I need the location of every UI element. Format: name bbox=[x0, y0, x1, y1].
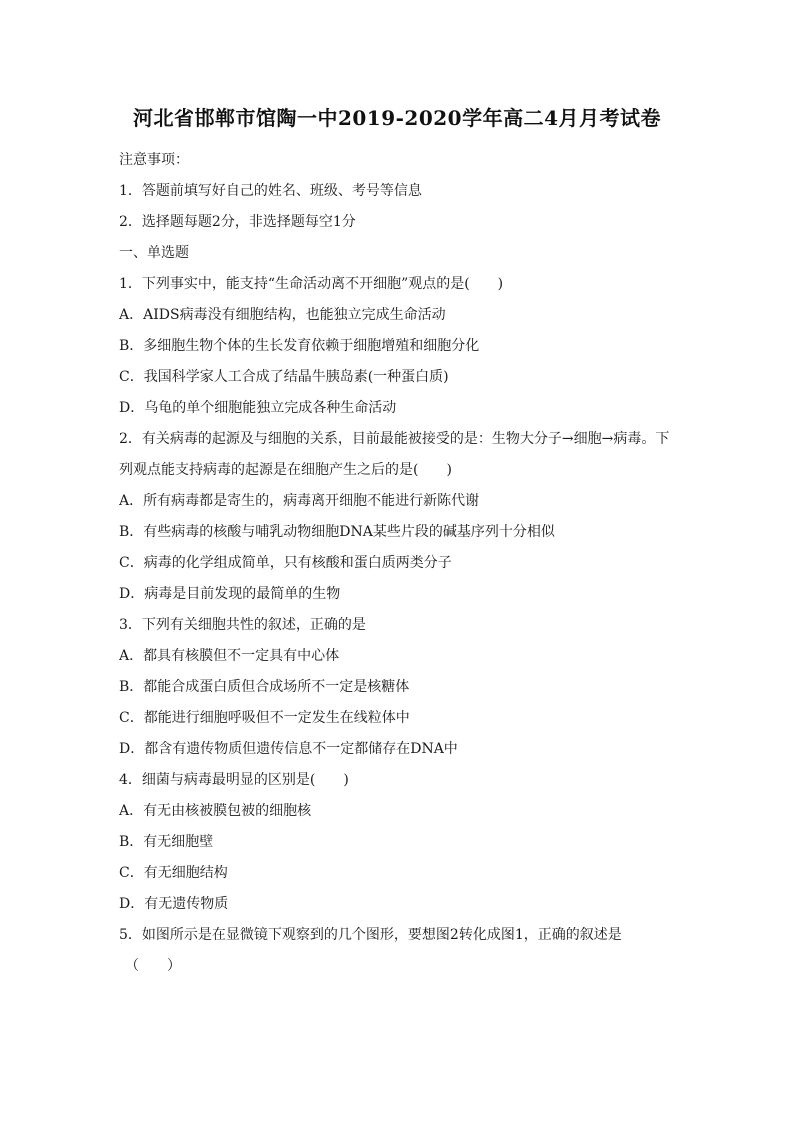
answer-option: C．我国科学家人工合成了结晶牛胰岛素(一种蛋白质) bbox=[119, 369, 449, 385]
question-text: 5．如图所示是在显微镜下观察到的几个图形，要想图2转化成图1，正确的叙述是 bbox=[119, 927, 622, 943]
document-title: 河北省邯郸市馆陶一中2019-2020学年高二4月月考试卷 bbox=[132, 106, 662, 130]
answer-option: A．AIDS病毒没有细胞结构，也能独立完成生命活动 bbox=[119, 307, 446, 323]
notice-item: 2．选择题每题2分，非选择题每空1分 bbox=[119, 214, 356, 230]
answer-option: D．都含有遗传物质但遗传信息不一定都储存在DNA中 bbox=[119, 741, 458, 757]
answer-option: A．都具有核膜但不一定具有中心体 bbox=[119, 648, 340, 664]
section-heading: 一、单选题 bbox=[119, 245, 189, 261]
answer-option: D．病毒是目前发现的最简单的生物 bbox=[119, 586, 341, 602]
question-text: 4．细菌与病毒最明显的区别是( ) bbox=[119, 772, 349, 788]
answer-option: C．有无细胞结构 bbox=[119, 865, 228, 881]
notice-heading: 注意事项： bbox=[119, 152, 189, 168]
answer-option: B．有无细胞壁 bbox=[119, 834, 214, 850]
question-text-continued: （ ） bbox=[125, 958, 181, 974]
answer-option: C．都能进行细胞呼吸但不一定发生在线粒体中 bbox=[119, 710, 410, 726]
answer-option: B．都能合成蛋白质但合成场所不一定是核糖体 bbox=[119, 679, 410, 695]
question-text-continued: 列观点能支持病毒的起源是在细胞产生之后的是( ) bbox=[119, 462, 452, 478]
answer-option: B．多细胞生物个体的生长发育依赖于细胞增殖和细胞分化 bbox=[119, 338, 480, 354]
question-text: 2．有关病毒的起源及与细胞的关系，目前最能被接受的是：生物大分子→细胞→病毒。下 bbox=[119, 431, 670, 447]
answer-option: C．病毒的化学组成简单，只有核酸和蛋白质两类分子 bbox=[119, 555, 452, 571]
answer-option: D．有无遗传物质 bbox=[119, 896, 229, 912]
document-body bbox=[119, 145, 679, 982]
answer-option: D．乌龟的单个细胞能独立完成各种生命活动 bbox=[119, 400, 397, 416]
answer-option: A．所有病毒都是寄生的，病毒离开细胞不能进行新陈代谢 bbox=[119, 493, 480, 509]
answer-option: A．有无由核被膜包被的细胞核 bbox=[119, 803, 312, 819]
question-text: 1．下列事实中，能支持“生命活动离不开细胞”观点的是( ) bbox=[119, 276, 504, 292]
answer-option: B．有些病毒的核酸与哺乳动物细胞DNA某些片段的碱基序列十分相似 bbox=[119, 524, 555, 540]
question-text: 3．下列有关细胞共性的叙述，正确的是 bbox=[119, 617, 366, 633]
notice-item: 1．答题前填写好自己的姓名、班级、考号等信息 bbox=[119, 183, 422, 199]
